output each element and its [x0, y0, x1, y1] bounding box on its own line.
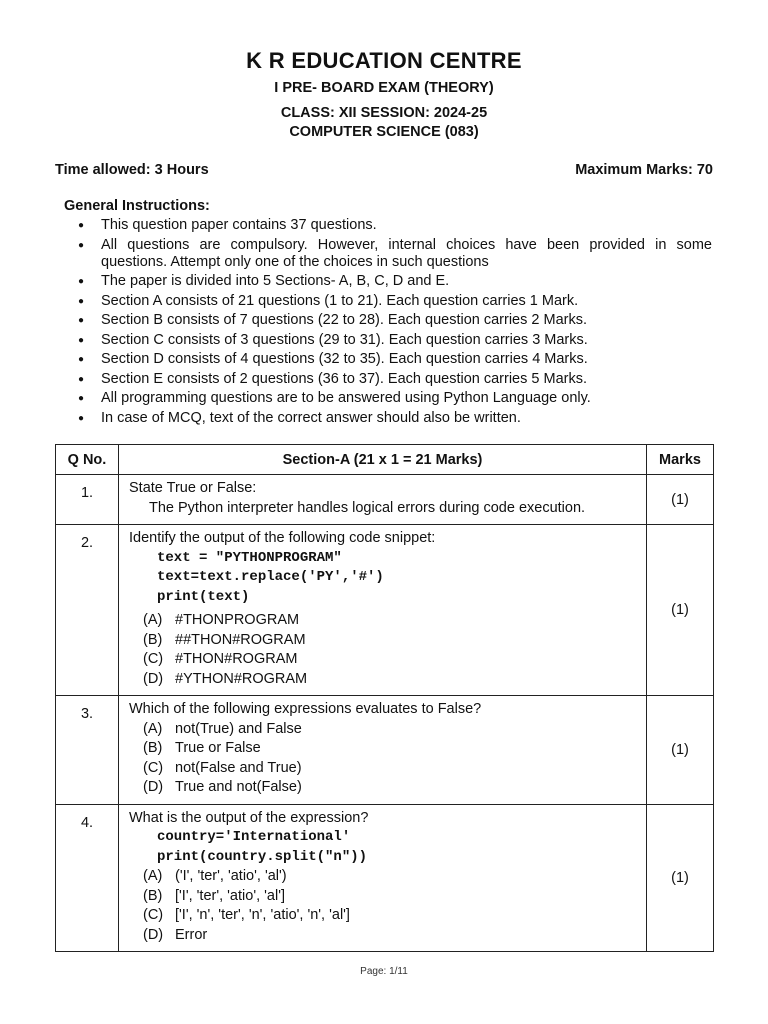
header-section: Section-A (21 x 1 = 21 Marks): [119, 445, 647, 475]
question-text: State True or False:: [129, 480, 257, 496]
question-marks: (1): [647, 525, 714, 696]
maximum-marks: Maximum Marks: 70: [575, 162, 713, 178]
instruction-item: ● Section C consists of 3 questions (29 to 31). Each question carries 3 Marks.: [78, 332, 712, 349]
option: (D) Error: [143, 926, 208, 943]
school-title: K R EDUCATION CENTRE: [246, 48, 522, 73]
instruction-item: ● Section E consists of 2 questions (36 to 37). Each question carries 5 Marks.: [78, 371, 712, 388]
option: (C) #THON#ROGRAM: [143, 651, 298, 667]
instructions-heading: General Instructions:: [64, 198, 210, 214]
option: (A) #THONPROGRAM: [143, 612, 300, 628]
question-number: 4.: [56, 804, 119, 952]
subject-title: COMPUTER SCIENCE (083): [289, 124, 479, 140]
code-line: text=text.replace('PY','#'): [157, 569, 384, 585]
question-marks: (1): [647, 696, 714, 805]
question-text: Identify the output of the following code snippet:: [129, 530, 436, 546]
option: (B) ##THON#ROGRAM: [143, 631, 306, 648]
class-session: CLASS: XII SESSION: 2024-25: [280, 105, 488, 121]
option: (B) ['I', 'ter', 'atio', 'al']: [143, 887, 285, 904]
instructions-list: [78, 217, 712, 429]
question-row: [56, 804, 714, 952]
question-marks: (1): [647, 804, 714, 952]
question-text: Which of the following expressions evaluates to False?: [129, 701, 482, 717]
header-marks: Marks: [647, 445, 714, 475]
question-row: [56, 475, 714, 525]
question-number: 1.: [56, 475, 119, 525]
option: (D) #YTHON#ROGRAM: [143, 670, 308, 687]
question-body: [119, 804, 647, 952]
instruction-item: ● Section B consists of 7 questions (22 to 28). Each question carries 2 Marks.: [78, 312, 712, 329]
instruction-item: ● Section A consists of 21 questions (1 to 21). Each question carries 1 Mark.: [78, 293, 712, 310]
question-number: 3.: [56, 696, 119, 805]
instruction-item: ● The paper is divided into 5 Sections- A, B, C, D and E.: [78, 273, 712, 290]
instruction-item: ● All questions are compulsory. However, internal choices have been provided in some questions. Attempt only one of the choices in such questions: [78, 237, 712, 271]
header-qno: Q No.: [56, 445, 119, 475]
code-line: print(country.split("n")): [157, 848, 368, 865]
instruction-item: ● This question paper contains 37 questions.: [78, 217, 712, 234]
question-body: [119, 696, 647, 805]
page-number: Page: 1/11: [360, 966, 408, 977]
code-line: text = "PYTHONPROGRAM": [157, 549, 342, 566]
question-row: [56, 525, 714, 696]
table-header-row: [56, 445, 714, 475]
option: (A) not(True) and False: [143, 720, 302, 737]
question-number: 2.: [56, 525, 119, 696]
question-body: [119, 475, 647, 525]
option: (B) True or False: [143, 740, 261, 756]
time-allowed: Time allowed: 3 Hours: [55, 162, 209, 178]
question-body: [119, 525, 647, 696]
option: (A) ('I', 'ter', 'atio', 'al'): [143, 868, 287, 884]
code-line: print(text): [157, 588, 250, 605]
question-row: [56, 696, 714, 805]
instruction-item: ● In case of MCQ, text of the correct answer should also be written.: [78, 410, 712, 427]
exam-title: I PRE- BOARD EXAM (THEORY): [274, 80, 494, 96]
question-marks: (1): [647, 475, 714, 525]
option: (C) not(False and True): [143, 759, 302, 776]
question-text: What is the output of the expression?: [129, 809, 369, 826]
question-statement: The Python interpreter handles logical errors during code execution.: [149, 499, 586, 516]
option: (D) True and not(False): [143, 779, 302, 795]
instruction-item: ● Section D consists of 4 questions (32 to 35). Each question carries 4 Marks.: [78, 351, 712, 368]
option: (C) ['I', 'n', 'ter', 'n', 'atio', 'n', 'al']: [143, 907, 350, 923]
instruction-item: ● All programming questions are to be answered using Python Language only.: [78, 390, 712, 407]
code-line: country='International': [157, 829, 351, 845]
question-table: [55, 444, 714, 952]
